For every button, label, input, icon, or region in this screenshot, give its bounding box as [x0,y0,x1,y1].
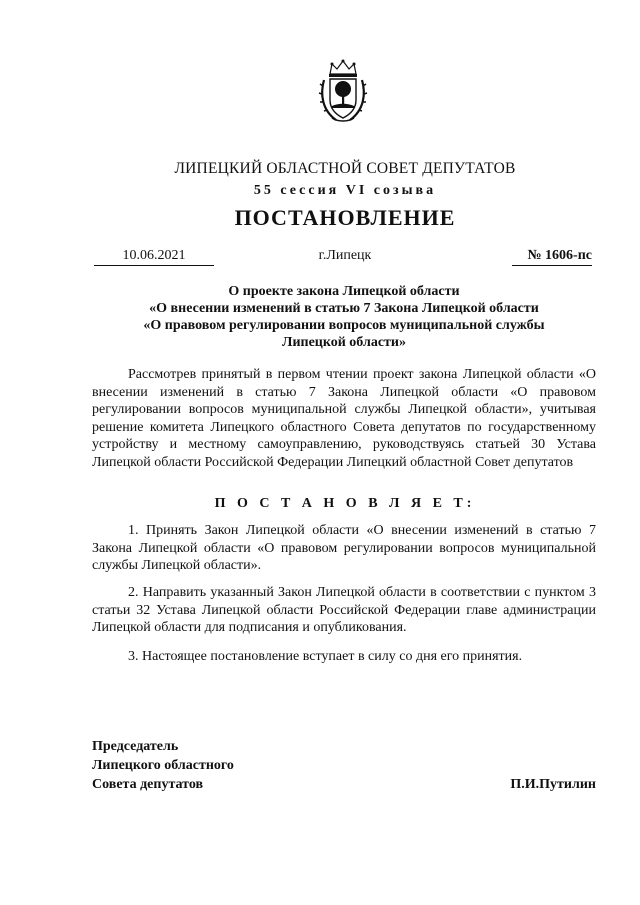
subject-line: О проекте закона Липецкой области [228,284,460,299]
resolves-heading: П О С Т А Н О В Л Я Е Т: [214,496,476,511]
document-city: г.Липецк [318,248,372,263]
document-subject [92,283,596,351]
document-type-title: ПОСТАНОВЛЕНИЕ [234,205,456,230]
signatory-name: П.И.Путилин [510,777,596,792]
signature-title-line: Совета депутатов [92,777,204,792]
subject-line: «О правовом регулировании вопросов муниципальной службы [143,318,545,333]
signature-block [92,737,596,794]
resolution-item: 3. Настоящее постановление вступает в силу со дня его принятия. [128,649,523,664]
document-date: 10.06.2021 [94,248,214,266]
council-name: ЛИПЕЦКИЙ ОБЛАСТНОЙ СОВЕТ ДЕПУТАТОВ [174,160,516,177]
signature-title-line: Председатель [92,739,179,754]
subject-line: Липецкой области» [282,335,406,350]
resolution-item: 1. Принять Закон Липецкой области «О внесении изменений в статью 7 Закона Липецкой области «О правовом регулировании вопросов муниципальной службы Липецкой области». [92,523,596,573]
preamble-paragraph: Рассмотрев принятый в первом чтении проект закона Липецкой области «О внесении изменений в статью 7 Закона Липецкой области «О правовом регулировании вопросов муниципальной службы Липецкой области», учитывая решение комитета Липецкого областного Совета депутатов по государственному устройству и местному самоуправлению, руководствуясь статьей 30 Устава Липецкой области Российской Федерации Липецкий областной Совет депутатов [92,367,596,470]
subject-line: «О внесении изменений в статью 7 Закона Липецкой области [149,301,539,316]
document-number: № 1606-пс [512,248,592,266]
coat-of-arms-icon [318,58,368,124]
signature-title-line: Липецкого областного [92,758,234,773]
session-line: 55 сессия VI созыва [253,183,437,198]
resolution-item: 2. Направить указанный Закон Липецкой области в соответствии с пунктом 3 статьи 32 Устава Липецкой области Российской Федерации главе администрации Липецкой области для подписания и опубликования. [92,585,596,635]
